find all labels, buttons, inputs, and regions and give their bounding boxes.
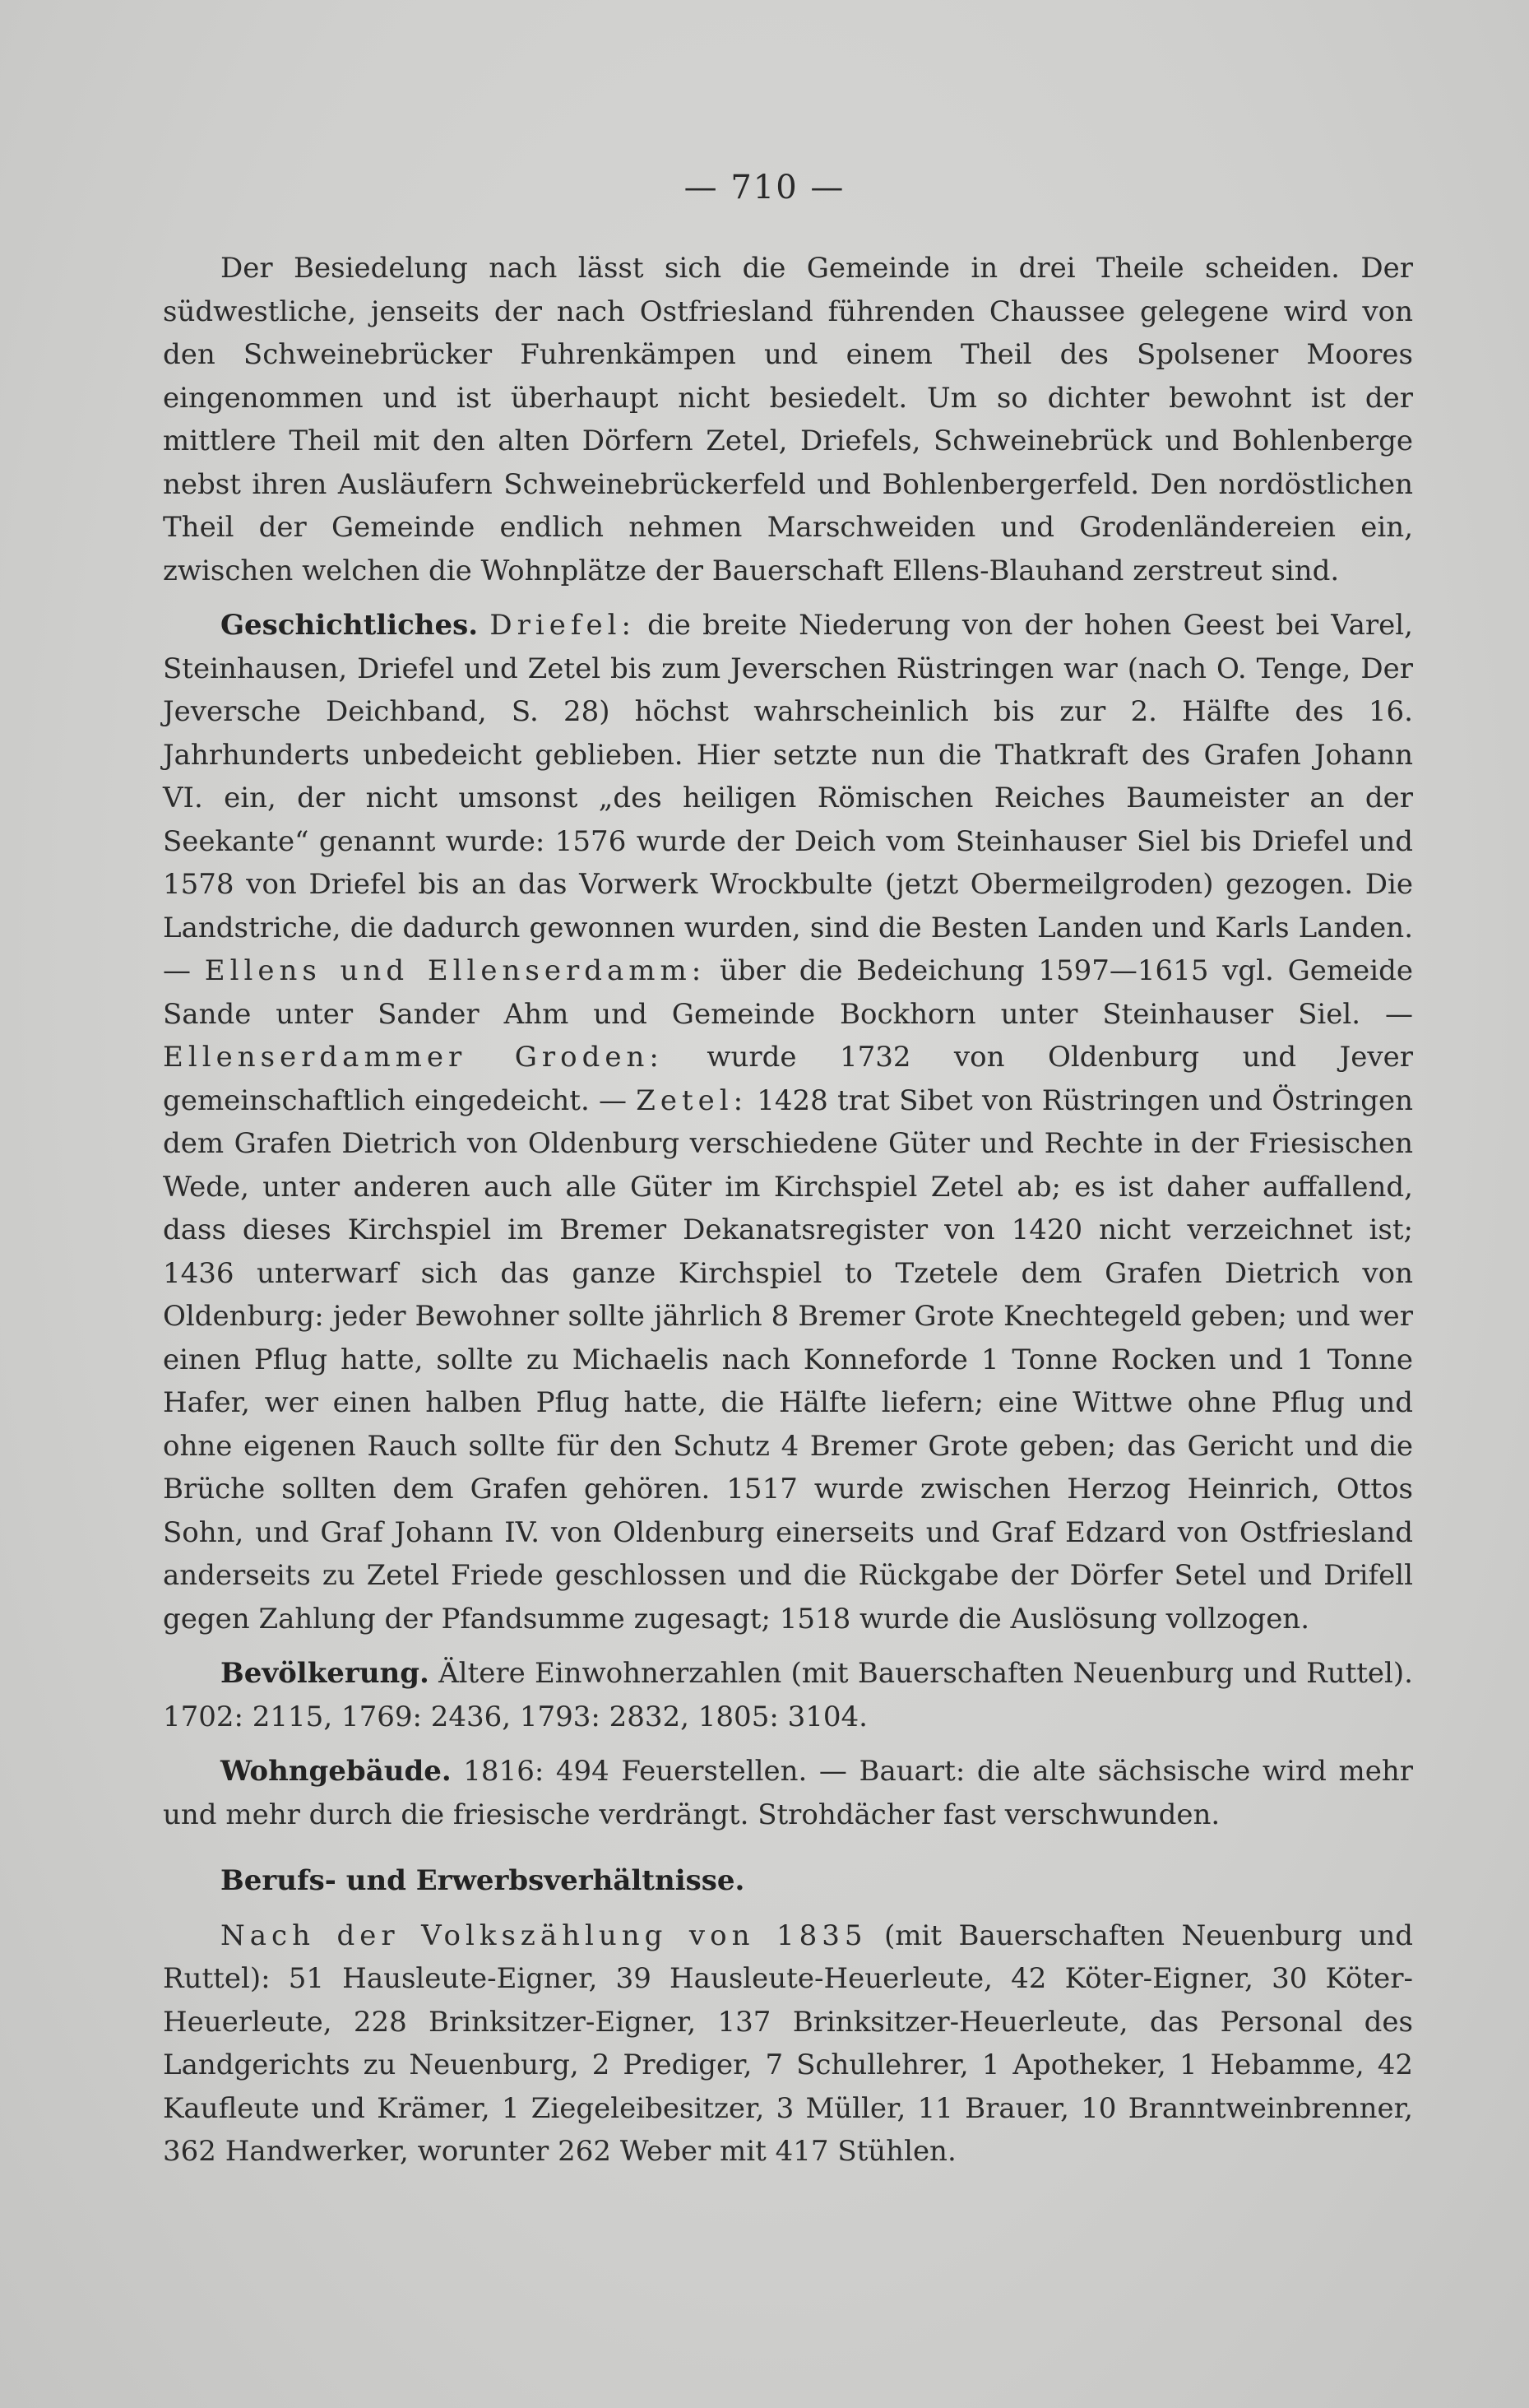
paragraph-bevoelkerung [163,1652,1413,1738]
text-driefel: die breite Niederung von der hohen Geest bei Varel, Steinhausen, Driefel und Zetel bis zum Jeverschen Rüstringen war (nach O. Tenge, Der Jeversche Deichband, S. 28) höchst wahrscheinlich bis zur 2. Hälfte des 16. Jahrhunderts unbedeicht geblieben. Hier setzte nun die Thatkraft des Grafen Johann VI. ein, der nicht umsonst „des heiligen Römischen Reiches Baumeister an der Seekante“ genannt wurde: 1576 wurde der Deich vom Steinhauser Siel bis Driefel und 1578 von Driefel bis an das Vorwerk Wrockbulte (jetzt Obermeilgroden) gezogen. Die Landstriche, die dadurch gewonnen wurden, sind die Besten Landen und Karls Landen. — [163,609,1413,987]
heading-geschichtliches: Geschichtliches. [220,609,479,642]
paragraph-berufs [163,1914,1413,2174]
paragraph-geschichtliches [163,604,1413,1640]
paragraph-wohngebaeude [163,1750,1413,1836]
text-bevoelkerung: Ältere Einwohnerzahlen (mit Bauerschaften Neuenburg und Ruttel). 1702: 2115, 1769: 2436, 1793: 2832, 1805: 3104. [163,1657,1413,1733]
text-ellenserdammer-groden: wurde 1732 von Oldenburg und Jever gemeinschaftlich eingedeicht. — [163,1041,1413,1117]
lead-volkszaehlung: Nach der Volkszählung von 1835 [220,1919,868,1952]
text-berufs: (mit Bauerschaften Neuenburg und Ruttel): 51 Hausleute-Eigner, 39 Hausleute-Heuerleute, 42 Köter-Eigner, 30 Köter-Heuerleute, 228 Brinksitzer-Eigner, 137 Brinksitzer-Heuerleute, das Personal des Landgerichts zu Neuenburg, 2 Prediger, 7 Schullehrer, 1 Apotheker, 1 Hebamme, 42 Kaufleute und Krämer, 1 Ziegeleibesitzer, 3 Müller, 11 Brauer, 10 Branntweinbrenner, 362 Handwerker, worunter 262 Weber mit 417 Stühlen. [163,1919,1413,2168]
text-wohngebaeude: 1816: 494 Feuerstellen. — Bauart: die alte sächsische wird mehr und mehr durch die friesische verdrängt. Strohdächer fast verschwunden. [163,1755,1413,1831]
heading-berufs: Berufs- und Erwerbsverhältnisse. [220,1864,745,1897]
heading-wohngebaeude: Wohngebäude. [220,1755,452,1788]
document-body [163,247,1413,2174]
text-zetel: 1428 trat Sibet von Rüstringen und Östringen dem Grafen Dietrich von Oldenburg verschiedene Güter und Rechte in der Friesischen Wede, unter anderen auch alle Güter im Kirchspiel Zetel ab; es ist daher auffallend, dass dieses Kirchspiel im Bremer Dekanatsregister von 1420 nicht verzeichnet ist; 1436 unterwarf sich das ganze Kirchspiel to Tzetele dem Grafen Dietrich von Oldenburg: jeder Bewohner sollte jährlich 8 Bremer Grote Knechtegeld geben; und wer einen Pflug hatte, sollte zu Michaelis nach Konneforde 1 Tonne Rocken und 1 Tonne Hafer, wer einen halben Pflug hatte, die Hälfte liefern; eine Wittwe ohne Pflug und ohne eigenen Rauch sollte für den Schutz 4 Bremer Grote geben; das Gericht und die Brüche sollten dem Grafen gehören. 1517 wurde zwischen Herzog Heinrich, Ottos Sohn, und Graf Johann IV. von Oldenburg einerseits und Graf Edzard von Ostfriesland anderseits zu Zetel Friede geschlossen und die Rückgabe der Dörfer Setel und Drifell gegen Zahlung der Pfandsumme zugesagt; 1518 wurde die Auslösung vollzogen. [163,1083,1413,1635]
term-driefel: Driefel: [489,609,636,642]
paragraph-besiedelung: Der Besiedelung nach lässt sich die Gemeinde in drei Theile scheiden. Der südwestliche, jenseits der nach Ostfriesland führenden Chaussee gelegene wird von den Schweinebrücker Fuhrenkämpen und einem Theil des Spolsener Moores eingenommen und ist überhaupt nicht besiedelt. Um so dichter bewohnt ist der mittlere Theil mit den alten Dörfern Zetel, Driefels, Schweinebrück und Bohlenberge nebst ihren Ausläufern Schweinebrückerfeld und Bohlenbergerfeld. Den nordöstlichen Theil der Gemeinde endlich nehmen Marschweiden und Grodenländereien ein, zwischen welchen die Wohnplätze der Bauerschaft Ellens-Blauhand zerstreut sind. [163,252,1413,587]
text-ellens: über die Bedeichung 1597—1615 vgl. Gemeide Sande unter Sander Ahm und Gemeinde Bockhorn unter Steinhauser Siel. — [163,954,1413,1031]
term-zetel: Zetel: [636,1083,748,1117]
page-number: — 710 — [683,169,846,206]
term-ellenserdammer-groden: Ellenserdammer Groden: [163,1041,664,1074]
term-ellens: Ellens und Ellenserdamm: [204,954,707,987]
heading-bevoelkerung: Bevölkerung. [220,1657,429,1690]
